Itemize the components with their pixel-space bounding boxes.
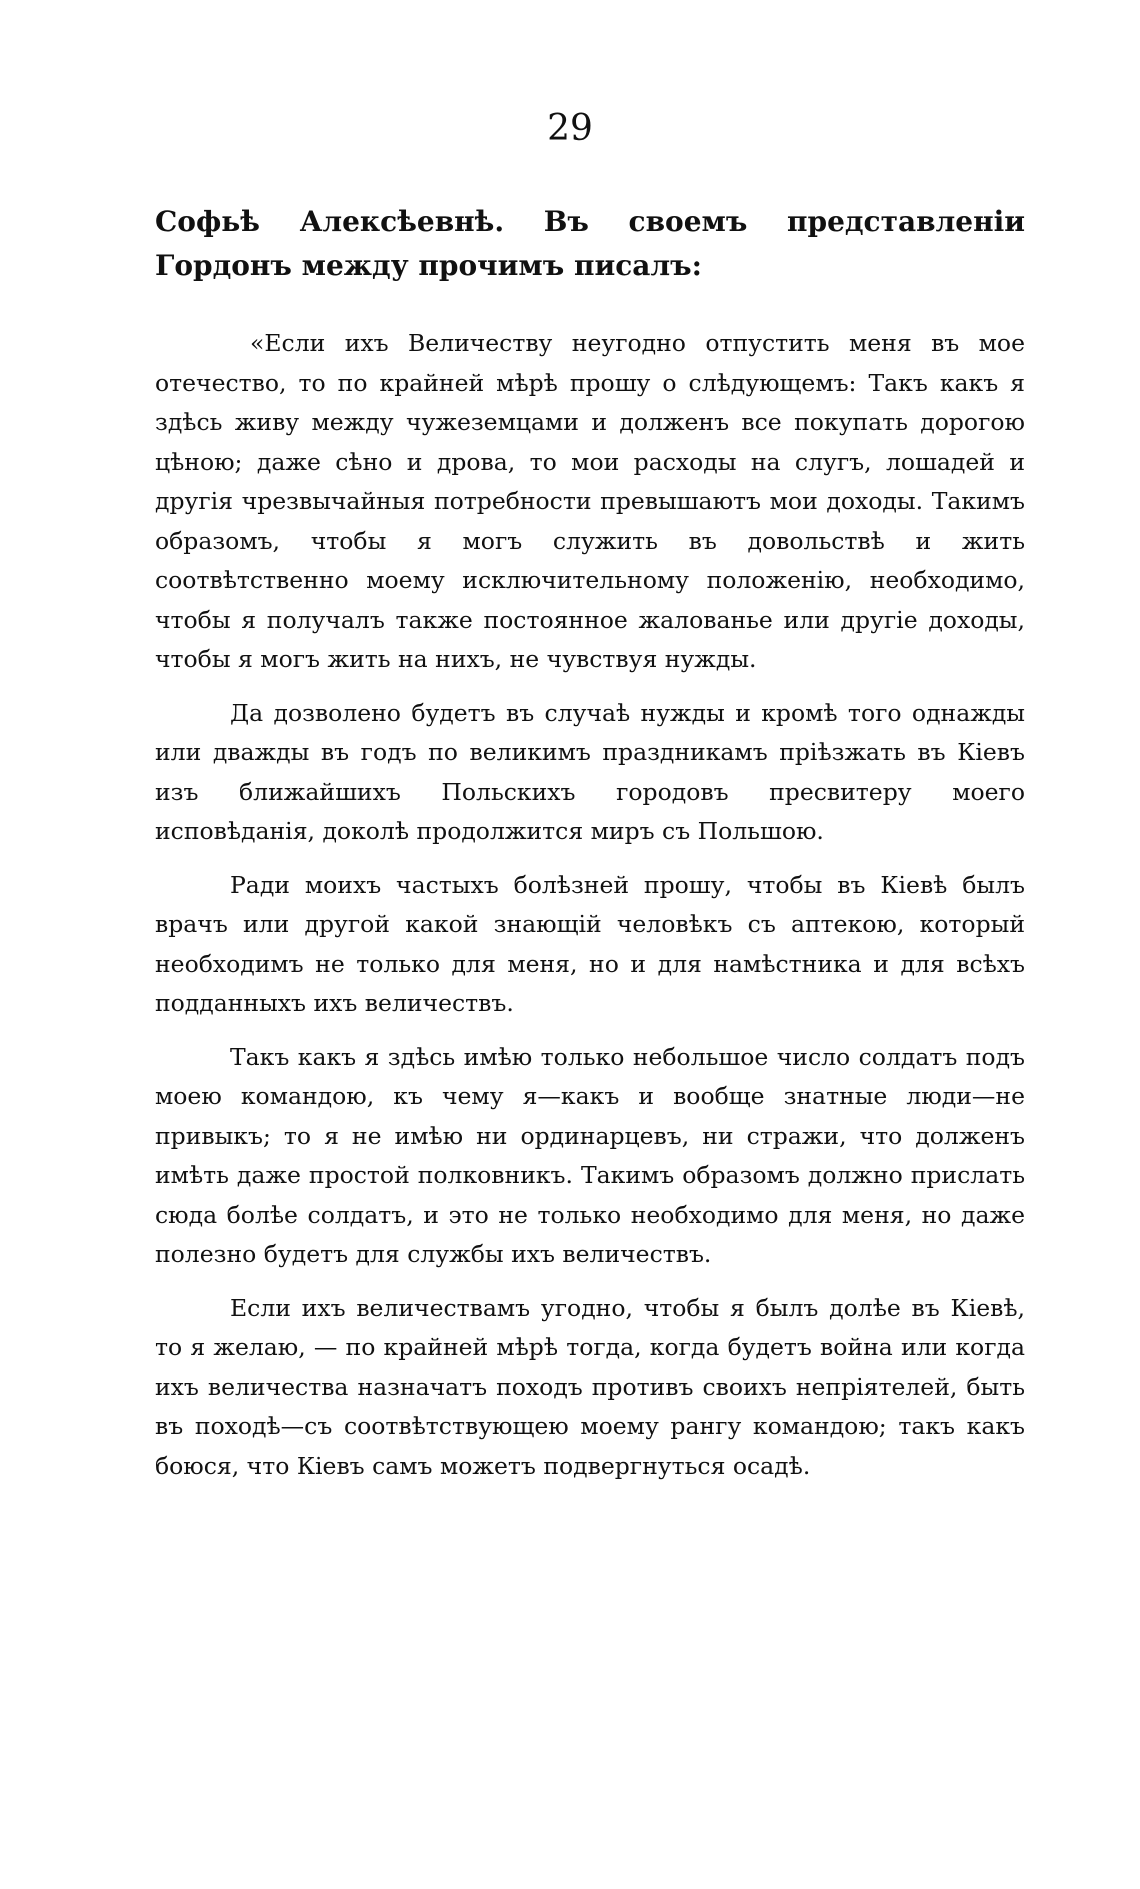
- paragraph-intro: Софьѣ Алексѣевнѣ. Въ своемъ представленіи Гордонъ между прочимъ писалъ:: [155, 205, 1025, 282]
- paragraph-campaign: Если ихъ величествамъ угодно, чтобы я былъ долѣе въ Кіевѣ, то я желаю, — по крайней мѣрѣ тогда, когда будетъ война или когда ихъ величества назначатъ походъ противъ своихъ непріятелей, быть въ походѣ—съ соотвѣтствующею моему рангу командою; такъ какъ боюся, что Кіевъ самъ можетъ подвергнуться осадѣ.: [155, 1293, 1025, 1480]
- paragraph-soldiers: Такъ какъ я здѣсь имѣю только небольшое число солдатъ подъ моею командою, къ чему я—какъ и вообще знатные люди—не привыкъ; то я не имѣю ни ординарцевъ, ни стражи, что долженъ имѣть даже простой полковникъ. Такимъ образомъ должно прислать сюда болѣе солдатъ, и это не только необходимо для меня, но даже полезно будетъ для службы ихъ величествъ.: [155, 1042, 1025, 1268]
- page-number: 29: [547, 108, 593, 149]
- paragraph-quote-start: «Если ихъ Величеству неугодно отпустить меня въ мое отечество, то по крайней мѣрѣ прошу о слѣдующемъ: Такъ какъ я здѣсь живу между чужеземцами и долженъ все покупать дорогою цѣною; даже сѣно и дрова, то мои расходы на слугъ, лошадей и другія чрезвычайныя потребности превышаютъ мои доходы. Такимъ образомъ, чтобы я могъ служить въ довольствѣ и жить соотвѣтственно моему исключительному положенію, необходимо, чтобы я получалъ также постоянное жалованье или другіе доходы, чтобы я могъ жить на нихъ, не чувствуя нужды.: [155, 329, 1025, 673]
- paragraph-pastor: Да дозволено будетъ въ случаѣ нужды и кромѣ того однажды или дважды въ годъ по великимъ праздникамъ пріѣзжать въ Кіевъ изъ ближайшихъ Польскихъ городовъ пресвитеру моего исповѣданія, доколѣ продолжится миръ съ Польшою.: [155, 698, 1025, 845]
- paragraph-doctor: Ради моихъ частыхъ болѣзней прошу, чтобы въ Кіевѣ былъ врачъ или другой какой знающій человѣкъ съ аптекою, который необходимъ не только для меня, но и для намѣстника и для всѣхъ подданныхъ ихъ величествъ.: [155, 870, 1025, 1017]
- page-text: [155, 200, 1025, 1500]
